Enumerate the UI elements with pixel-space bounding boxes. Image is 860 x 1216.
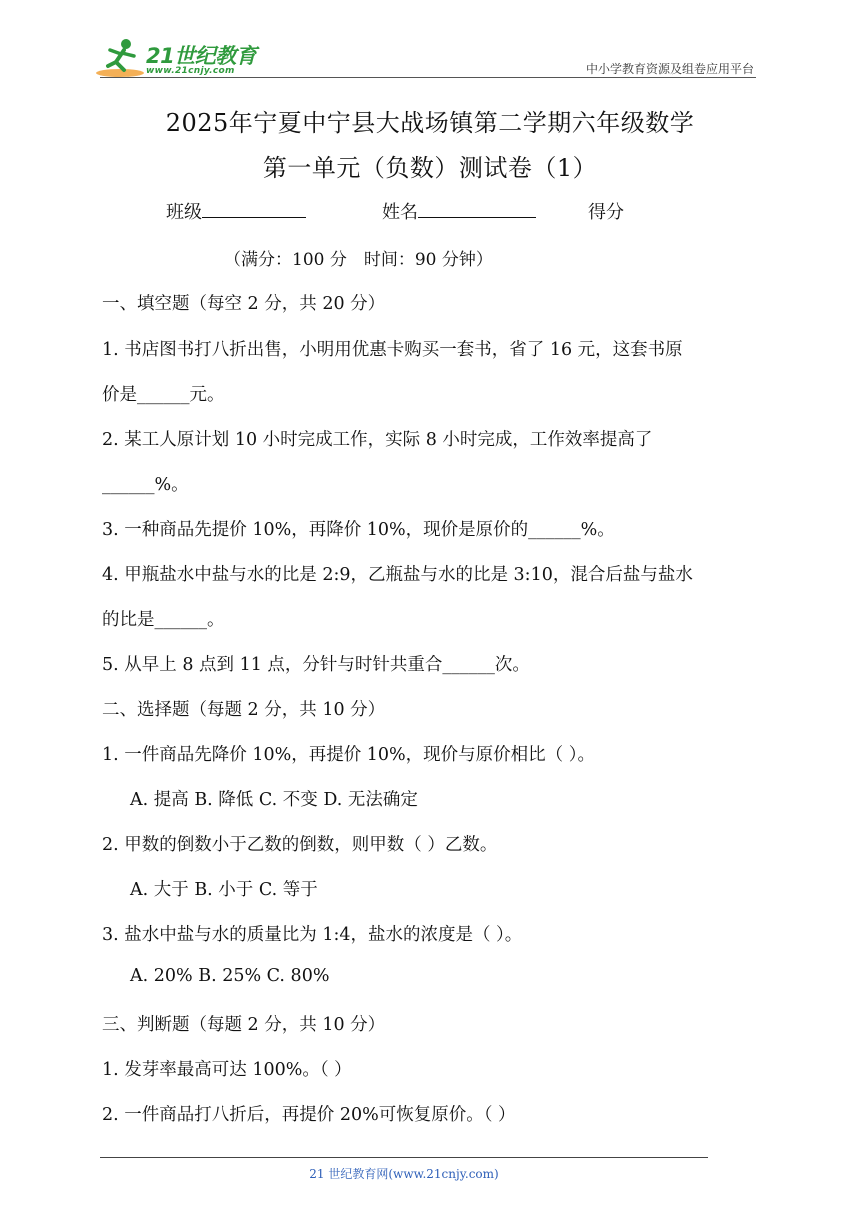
choice-q3: 3. 盐水中盐与水的质量比为 1:4，盐水的浓度是（ ）。 bbox=[102, 925, 523, 945]
score-field bbox=[588, 198, 624, 224]
fill-heading: 一、填空题（每空 2 分，共 20 分） bbox=[102, 294, 386, 314]
exam-info: （满分：100 分 时间：90 分钟） bbox=[224, 250, 493, 270]
choice-q1-options: A. 提高 B. 降低 C. 不变 D. 无法确定 bbox=[130, 790, 418, 810]
choice-q3-options: A. 20% B. 25% C. 80% bbox=[130, 966, 330, 986]
class-field bbox=[166, 198, 306, 224]
footer-link[interactable]: 21 世纪教育网(www.21cnjy.com) bbox=[309, 1167, 499, 1181]
fill-q1-line1: 1. 书店图书打八折出售，小明用优惠卡购买一套书，省了 16 元，这套书原 bbox=[102, 340, 683, 360]
name-label: 姓名 bbox=[382, 202, 418, 223]
judge-heading: 三、判断题（每题 2 分，共 10 分） bbox=[102, 1015, 386, 1035]
class-label: 班级 bbox=[166, 202, 202, 223]
footer-divider bbox=[100, 1157, 708, 1158]
logo-url: www.21cnjy.com bbox=[146, 66, 235, 76]
fill-q4-line1: 4. 甲瓶盐水中盐与水的比是 2:9，乙瓶盐与水的比是 3:10，混合后盐与盐水 bbox=[102, 565, 693, 585]
choice-q2-options: A. 大于 B. 小于 C. 等于 bbox=[130, 880, 318, 900]
class-blank[interactable] bbox=[202, 199, 306, 218]
judge-q1: 1. 发芽率最高可达 100%。（ ） bbox=[102, 1060, 352, 1080]
choice-q2: 2. 甲数的倒数小于乙数的倒数，则甲数（ ）乙数。 bbox=[102, 835, 498, 855]
fill-q4-line2: 的比是______。 bbox=[102, 610, 225, 630]
fill-q1-line2: 价是______元。 bbox=[102, 385, 225, 405]
choice-heading: 二、选择题（每题 2 分，共 10 分） bbox=[102, 700, 386, 720]
fill-q2-line1: 2. 某工人原计划 10 小时完成工作，实际 8 小时完成，工作效率提高了 bbox=[102, 430, 653, 450]
runner-icon bbox=[94, 36, 146, 80]
page-title-line2: 第一单元（负数）测试卷（1） bbox=[262, 154, 598, 182]
name-field bbox=[382, 198, 536, 224]
page-title-line1: 2025年宁夏中宁县大战场镇第二学期六年级数学 bbox=[165, 109, 695, 137]
fill-q3: 3. 一种商品先提价 10%，再降价 10%，现价是原价的______%。 bbox=[102, 520, 615, 540]
choice-q1: 1. 一件商品先降价 10%，再提价 10%，现价与原价相比（ ）。 bbox=[102, 745, 595, 765]
judge-q2: 2. 一件商品打八折后，再提价 20%可恢复原价。（ ） bbox=[102, 1105, 516, 1125]
fill-q2-line2: ______%。 bbox=[102, 475, 189, 495]
score-label: 得分 bbox=[588, 202, 624, 223]
site-logo bbox=[94, 36, 264, 80]
fill-q5: 5. 从早上 8 点到 11 点，分针与时针共重合______次。 bbox=[102, 655, 530, 675]
header-divider bbox=[100, 77, 756, 78]
header-platform-text: 中小学教育资源及组卷应用平台 bbox=[585, 62, 754, 76]
logo-text: 21世纪教育 bbox=[146, 44, 257, 68]
name-blank[interactable] bbox=[418, 199, 536, 218]
